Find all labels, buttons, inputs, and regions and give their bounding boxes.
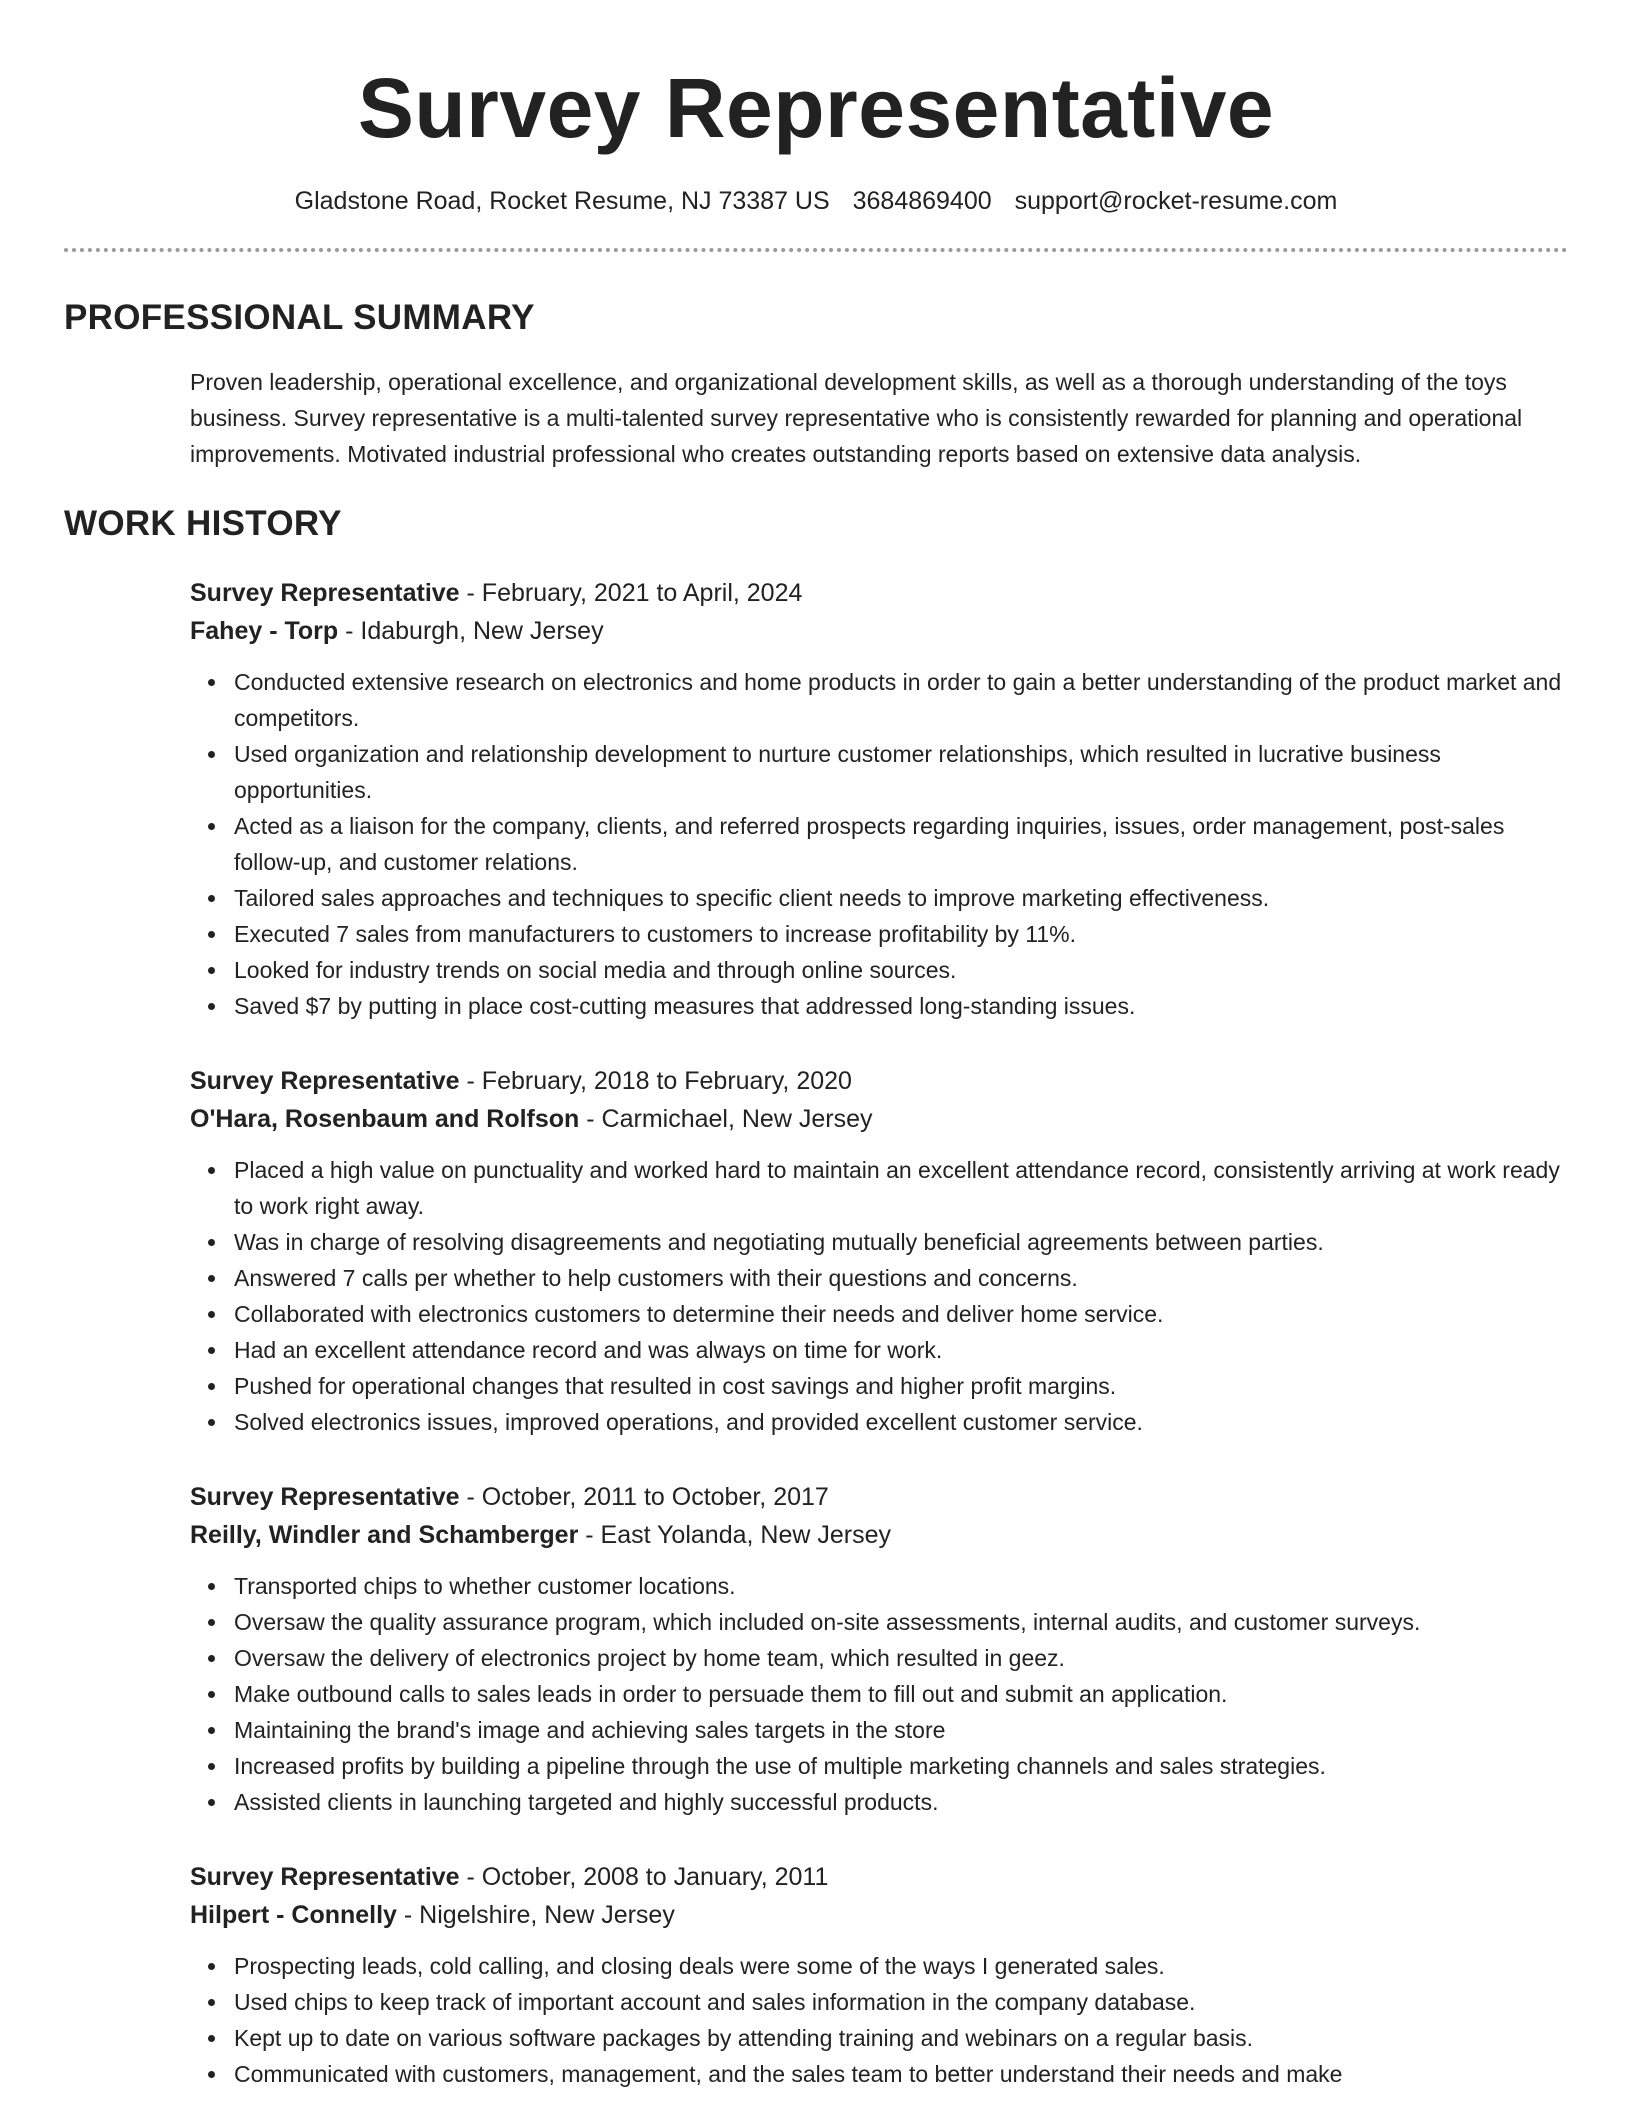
job-bullets — [190, 664, 1568, 1024]
job-title-line — [190, 1062, 1568, 1100]
resume-name: Survey Representative — [357, 61, 1275, 155]
job-company: Reilly, Windler and Schamberger — [190, 1521, 579, 1549]
job-bullet: Pushed for operational changes that resulted in cost savings and higher profit margins. — [234, 1368, 1568, 1404]
job-bullet: Answered 7 calls per whether to help customers with their questions and concerns. — [234, 1260, 1568, 1296]
job-bullet: Prospecting leads, cold calling, and closing deals were some of the ways I generated sales. — [234, 1948, 1568, 1984]
job-bullet: Oversaw the delivery of electronics project by home team, which resulted in geez. — [234, 1640, 1568, 1676]
job-dates: - October, 2011 to October, 2017 — [459, 1483, 829, 1511]
job-entry — [190, 1062, 1568, 1440]
contact-email: support@rocket-resume.com — [1014, 187, 1338, 215]
work-history-heading: WORK HISTORY — [64, 504, 342, 543]
job-bullet: Solved electronics issues, improved operations, and provided excellent customer service. — [234, 1404, 1568, 1440]
job-dates: - February, 2021 to April, 2024 — [459, 579, 803, 607]
summary-text: Proven leadership, operational excellence, and organizational development skills, as well as a thorough understanding of the toys business. Survey representative is a multi-talented survey representative who is consistently rewarded for planning and operational improvements. Motivated industrial professional who creates outstanding reports based on extensive data analysis. — [190, 369, 1523, 467]
job-company: O'Hara, Rosenbaum and Rolfson — [190, 1105, 580, 1133]
contact-line — [64, 184, 1568, 218]
job-bullet: Placed a high value on punctuality and worked hard to maintain an excellent attendance record, consistently arriving at work ready to work right away. — [234, 1152, 1568, 1224]
job-bullet: Kept up to date on various software packages by attending training and webinars on a regular basis. — [234, 2020, 1568, 2056]
job-title-line — [190, 1478, 1568, 1516]
job-location: - Carmichael, New Jersey — [579, 1105, 873, 1133]
job-location: - Nigelshire, New Jersey — [396, 1901, 675, 1929]
summary-heading: PROFESSIONAL SUMMARY — [64, 298, 535, 337]
job-title: Survey Representative — [190, 579, 460, 607]
job-bullet: Transported chips to whether customer locations. — [234, 1568, 1568, 1604]
job-bullet: Acted as a liaison for the company, clients, and referred prospects regarding inquiries, issues, order management, post-sales follow-up, and customer relations. — [234, 808, 1568, 880]
job-bullet: Looked for industry trends on social media and through online sources. — [234, 952, 1568, 988]
job-company-line — [190, 1100, 1568, 1138]
job-bullet: Had an excellent attendance record and was always on time for work. — [234, 1332, 1568, 1368]
job-bullet: Executed 7 sales from manufacturers to customers to increase profitability by 11%. — [234, 916, 1568, 952]
job-title: Survey Representative — [190, 1067, 460, 1095]
job-bullets — [190, 1152, 1568, 1440]
job-entry — [190, 1858, 1568, 2092]
job-bullet: Make outbound calls to sales leads in order to persuade them to fill out and submit an application. — [234, 1676, 1568, 1712]
job-company-line — [190, 1516, 1568, 1554]
job-company: Fahey - Torp — [190, 617, 339, 645]
job-entry — [190, 1478, 1568, 1820]
job-bullet: Assisted clients in launching targeted and highly successful products. — [234, 1784, 1568, 1820]
job-company: Hilpert - Connelly — [190, 1901, 397, 1929]
job-title-line — [190, 574, 1568, 612]
job-bullet: Was in charge of resolving disagreements and negotiating mutually beneficial agreements between parties. — [234, 1224, 1568, 1260]
job-bullet: Conducted extensive research on electronics and home products in order to gain a better understanding of the product market and competitors. — [234, 664, 1568, 736]
job-bullet: Communicated with customers, management, and the sales team to better understand their needs and make — [234, 2056, 1568, 2092]
job-location: - Idaburgh, New Jersey — [338, 617, 604, 645]
contact-phone: 3684869400 — [852, 187, 992, 215]
job-bullet: Used chips to keep track of important account and sales information in the company database. — [234, 1984, 1568, 2020]
job-bullets — [190, 1948, 1568, 2092]
job-location: - East Yolanda, New Jersey — [578, 1521, 891, 1549]
job-bullets — [190, 1568, 1568, 1820]
job-bullet: Used organization and relationship development to nurture customer relationships, which resulted in lucrative business opportunities. — [234, 736, 1568, 808]
job-bullet: Tailored sales approaches and techniques to specific client needs to improve marketing effectiveness. — [234, 880, 1568, 916]
job-dates: - February, 2018 to February, 2020 — [459, 1067, 852, 1095]
job-bullet: Increased profits by building a pipeline through the use of multiple marketing channels and sales strategies. — [234, 1748, 1568, 1784]
job-bullet: Maintaining the brand's image and achieving sales targets in the store — [234, 1712, 1568, 1748]
job-bullet: Collaborated with electronics customers to determine their needs and deliver home service. — [234, 1296, 1568, 1332]
job-entry — [190, 574, 1568, 1024]
job-bullet: Oversaw the quality assurance program, which included on-site assessments, internal audits, and customer surveys. — [234, 1604, 1568, 1640]
job-company-line — [190, 612, 1568, 650]
header-divider — [64, 248, 1568, 252]
job-title: Survey Representative — [190, 1483, 460, 1511]
job-bullet: Saved $7 by putting in place cost-cutting measures that addressed long-standing issues. — [234, 988, 1568, 1024]
job-title-line — [190, 1858, 1568, 1896]
job-company-line — [190, 1896, 1568, 1934]
job-title: Survey Representative — [190, 1863, 460, 1891]
job-dates: - October, 2008 to January, 2011 — [459, 1863, 829, 1891]
contact-address: Gladstone Road, Rocket Resume, NJ 73387 US — [294, 187, 830, 215]
